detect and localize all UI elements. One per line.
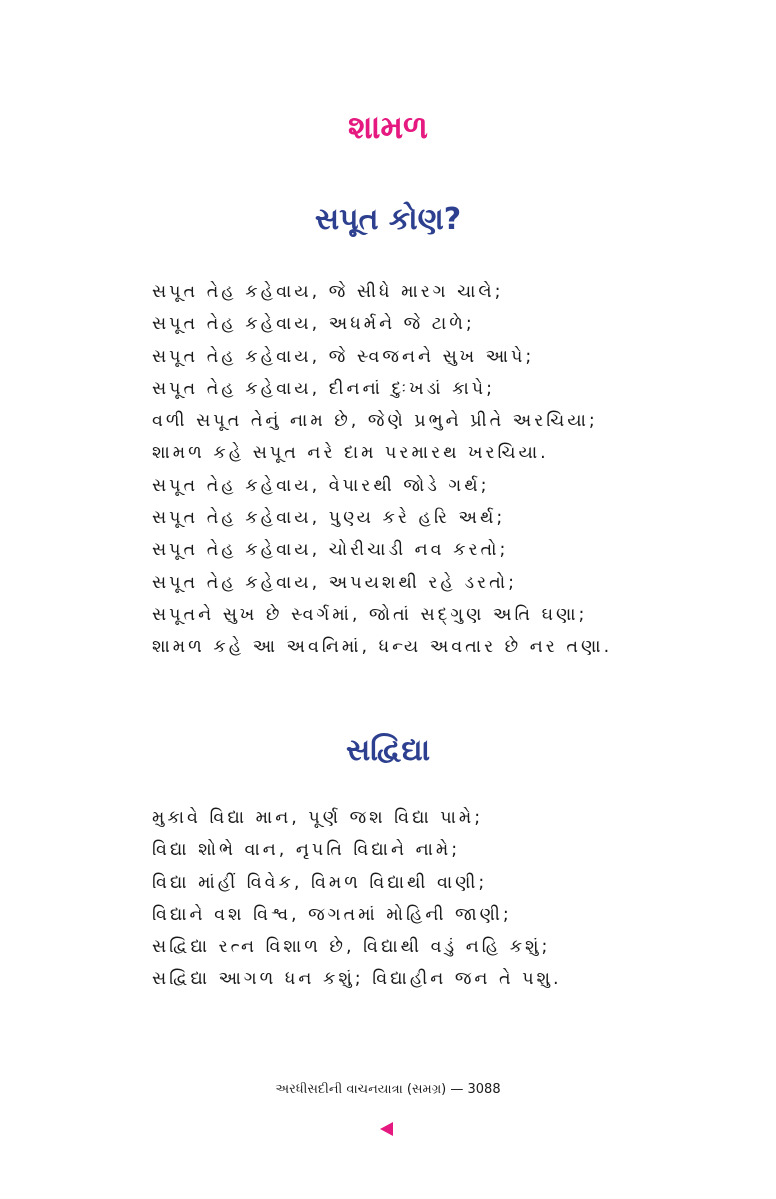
poem-title-sadvidya: સદ્વિદ્યા bbox=[345, 733, 431, 768]
poem-line: વિદ્યા શોભે વાન, નૃપતિ વિદ્યાને નામે; bbox=[152, 840, 461, 861]
poem-line: શામળ કહે આ અવનિમાં, ધન્ય અવતાર છે નર તણા. bbox=[152, 637, 613, 658]
poem-line: સપૂત તેહ કહેવાય, અધર્મને જે ટાળે; bbox=[152, 314, 475, 335]
poem-line: શામળ કહે સપૂત નરે દામ પરમારથ ખરચિયા. bbox=[152, 443, 549, 464]
poem-line: સપૂત તેહ કહેવાય, પુણ્ય કરે હરિ અર્થ; bbox=[152, 508, 506, 529]
poem-body-sadvidya bbox=[152, 802, 562, 996]
poem-line: સપૂત તેહ કહેવાય, દીનનાં દુઃખડાં કાપે; bbox=[152, 378, 496, 399]
page-footer: અરધીસદીની વાચનયાત્રા (સમગ્ર) — 3088 bbox=[275, 1082, 501, 1097]
poem-line: સપૂત તેહ કહેવાય, જે સ્વજનને સુખ આપે; bbox=[152, 346, 535, 367]
poem-title-saput-kon: સપૂત કોણ? bbox=[314, 202, 462, 237]
poem-line: વિદ્યા માંહીં વિવેક, વિમળ વિદ્યાથી વાણી; bbox=[152, 872, 488, 893]
poem-line: સપૂતને સુખ છે સ્વર્ગમાં, જોતાં સદ્‌ગુણ અતિ ઘણા; bbox=[152, 604, 588, 625]
poem-line: સદ્વિદ્યા આગળ ધન કશું; વિદ્યાહીન જન તે પશુ. bbox=[152, 969, 562, 990]
poem-body-saput-kon bbox=[152, 276, 612, 664]
poem-line: સપૂત તેહ કહેવાય, અપયશથી રહે ડરતો; bbox=[152, 572, 517, 593]
triangle-left-icon[interactable] bbox=[380, 1122, 393, 1136]
poem-line: સપૂત તેહ કહેવાય, જે સીધે મારગ ચાલે; bbox=[152, 282, 504, 302]
poem-line: સપૂત તેહ કહેવાય, ચોરીચાડી નવ કરતો; bbox=[152, 540, 509, 561]
poem-line: મુકાવે વિદ્યા માન, પૂર્ણ જશ વિદ્યા પામે; bbox=[152, 808, 484, 828]
poem-line: વિદ્યાને વશ વિશ્વ, જગતમાં મોહિની જાણી; bbox=[152, 904, 512, 925]
poem-line: વળી સપૂત તેનું નામ છે, જેણે પ્રભુને પ્રીતે અરચિયા; bbox=[152, 411, 598, 432]
author-name: શામળ bbox=[347, 108, 429, 146]
poem-line: સદ્વિદ્યા રત્ન વિશાળ છે, વિદ્યાથી વડું નહિ કશું; bbox=[152, 937, 551, 958]
poem-line: સપૂત તેહ કહેવાય, વેપારથી જોડે ગર્થ; bbox=[152, 475, 490, 496]
